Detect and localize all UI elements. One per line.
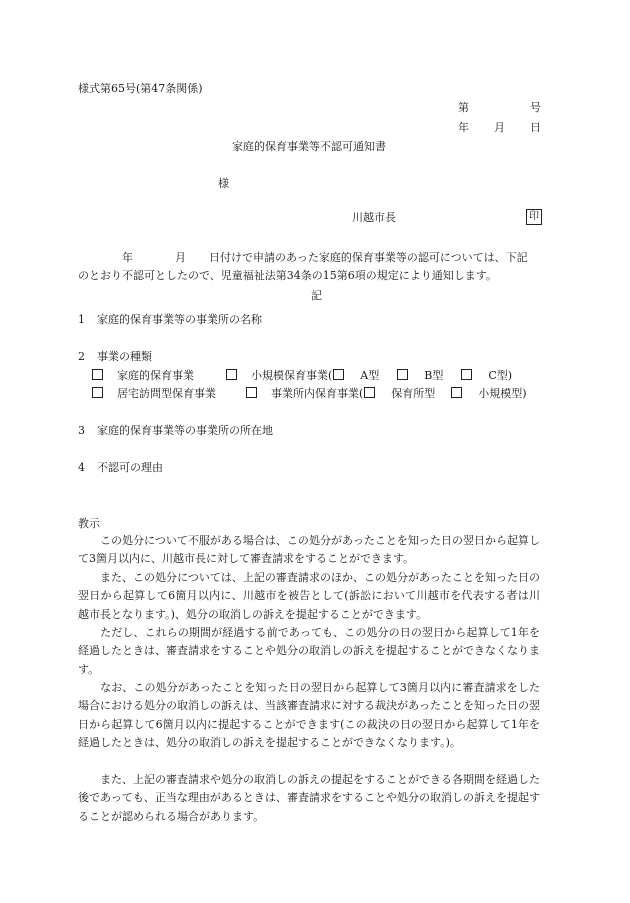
issuer: 川越市長 (352, 211, 396, 224)
notice-text: また、この処分については、上記の審査請求のほか、この処分があったことを知った日の翌日から起算して6箇月以内に、川越市を被告として(訴訟において川越市を代表する者は川越市長となります。)、処分の取消しの訴えを提起することができます。 (78, 571, 540, 621)
item-4 (78, 462, 163, 473)
item-number: 4 (78, 461, 85, 474)
notice-paragraph-1 (78, 532, 540, 569)
date-month: 月 (494, 121, 505, 134)
types-row-2 (91, 387, 527, 399)
checkbox-small-type[interactable] (451, 387, 462, 398)
document-title: 家庭的保育事業等不認可通知書 (232, 140, 386, 153)
type-small-type: 小規模型) (478, 387, 527, 400)
notice-text: また、上記の審査請求や処分の取消しの訴えの提起をすることができる各期間を経過した後であっても、正当な理由があるときは、審査請求をすることや処分の取消しの訴えを提起することが認められる場合があります。 (78, 773, 540, 823)
intro-year: 年 (122, 251, 133, 264)
intro-month: 月 (175, 251, 186, 264)
date-day: 日 (530, 121, 541, 134)
intro-line1: 日付けで申請のあった家庭的保育事業等の認可については、下記 (209, 251, 528, 264)
checkbox-visit[interactable] (92, 387, 103, 398)
checkbox-type-c[interactable] (461, 369, 472, 380)
notice-paragraph-2 (78, 569, 540, 624)
number-prefix: 第 (458, 101, 469, 114)
intro-line2: のとおり不認可としたので、児童福祉法第34条の15第6項の規定により通知します。 (78, 269, 497, 282)
date-year: 年 (458, 121, 469, 134)
addressee-suffix: 様 (218, 177, 229, 190)
checkbox-home-care[interactable] (92, 369, 103, 380)
type-a: A型 (360, 369, 380, 382)
item-number: 3 (78, 424, 85, 437)
notice-heading: 教示 (78, 517, 100, 530)
types-row-1 (91, 369, 512, 381)
seal-mark: 印 (526, 209, 542, 225)
item-label: 家庭的保育事業等の事業所の名称 (97, 313, 262, 326)
number-suffix: 号 (530, 101, 541, 114)
item-number: 1 (78, 313, 85, 326)
notice-text: この処分について不服がある場合は、この処分があったことを知った日の翌日から起算して3箇月以内に、川越市長に対して審査請求をすることができます。 (78, 534, 540, 566)
type-onsite: 事業所内保育事業( (271, 387, 364, 400)
ki-mark: 記 (311, 289, 322, 302)
type-c: C型) (488, 369, 513, 382)
checkbox-onsite[interactable] (246, 387, 257, 398)
item-1 (78, 314, 262, 325)
item-3 (78, 425, 273, 436)
checkbox-small-scale[interactable] (226, 369, 237, 380)
notice-text: ただし、これらの期間が経過する前であっても、この処分の日の翌日から起算して1年を経過したときは、審査請求をすることや処分の取消しの訴えを提起することができなくなります。 (78, 626, 540, 676)
notice-paragraph-4 (78, 679, 540, 752)
type-nursery: 保育所型 (391, 387, 436, 400)
type-visit: 居宅訪問型保育事業 (117, 387, 216, 400)
item-2 (78, 351, 152, 362)
item-label: 家庭的保育事業等の事業所の所在地 (97, 424, 273, 437)
form-label: 様式第65号(第47条関係) (78, 82, 203, 95)
checkbox-nursery[interactable] (364, 387, 375, 398)
notice-text: なお、この処分があったことを知った日の翌日から起算して3箇月以内に審査請求をした場合における処分の取消しの訴えは、当該審査請求に対する裁決があったことを知った日の翌日から起算して6箇月以内に提起することができます(この裁決の日の翌日から起算して1年を経過したときは、処分の取消しの訴えを提起することができなくなります。)。 (78, 681, 540, 749)
notice-paragraph-5 (78, 771, 540, 826)
type-small-scale: 小規模保育事業( (251, 369, 333, 382)
checkbox-type-b[interactable] (397, 369, 408, 380)
item-label: 事業の種類 (97, 350, 152, 363)
notice-paragraph-3 (78, 624, 540, 679)
type-home-care: 家庭的保育事業 (117, 369, 194, 382)
checkbox-type-a[interactable] (333, 369, 344, 380)
item-number: 2 (78, 350, 85, 363)
item-label: 不認可の理由 (97, 461, 163, 474)
type-b: B型 (424, 369, 444, 382)
